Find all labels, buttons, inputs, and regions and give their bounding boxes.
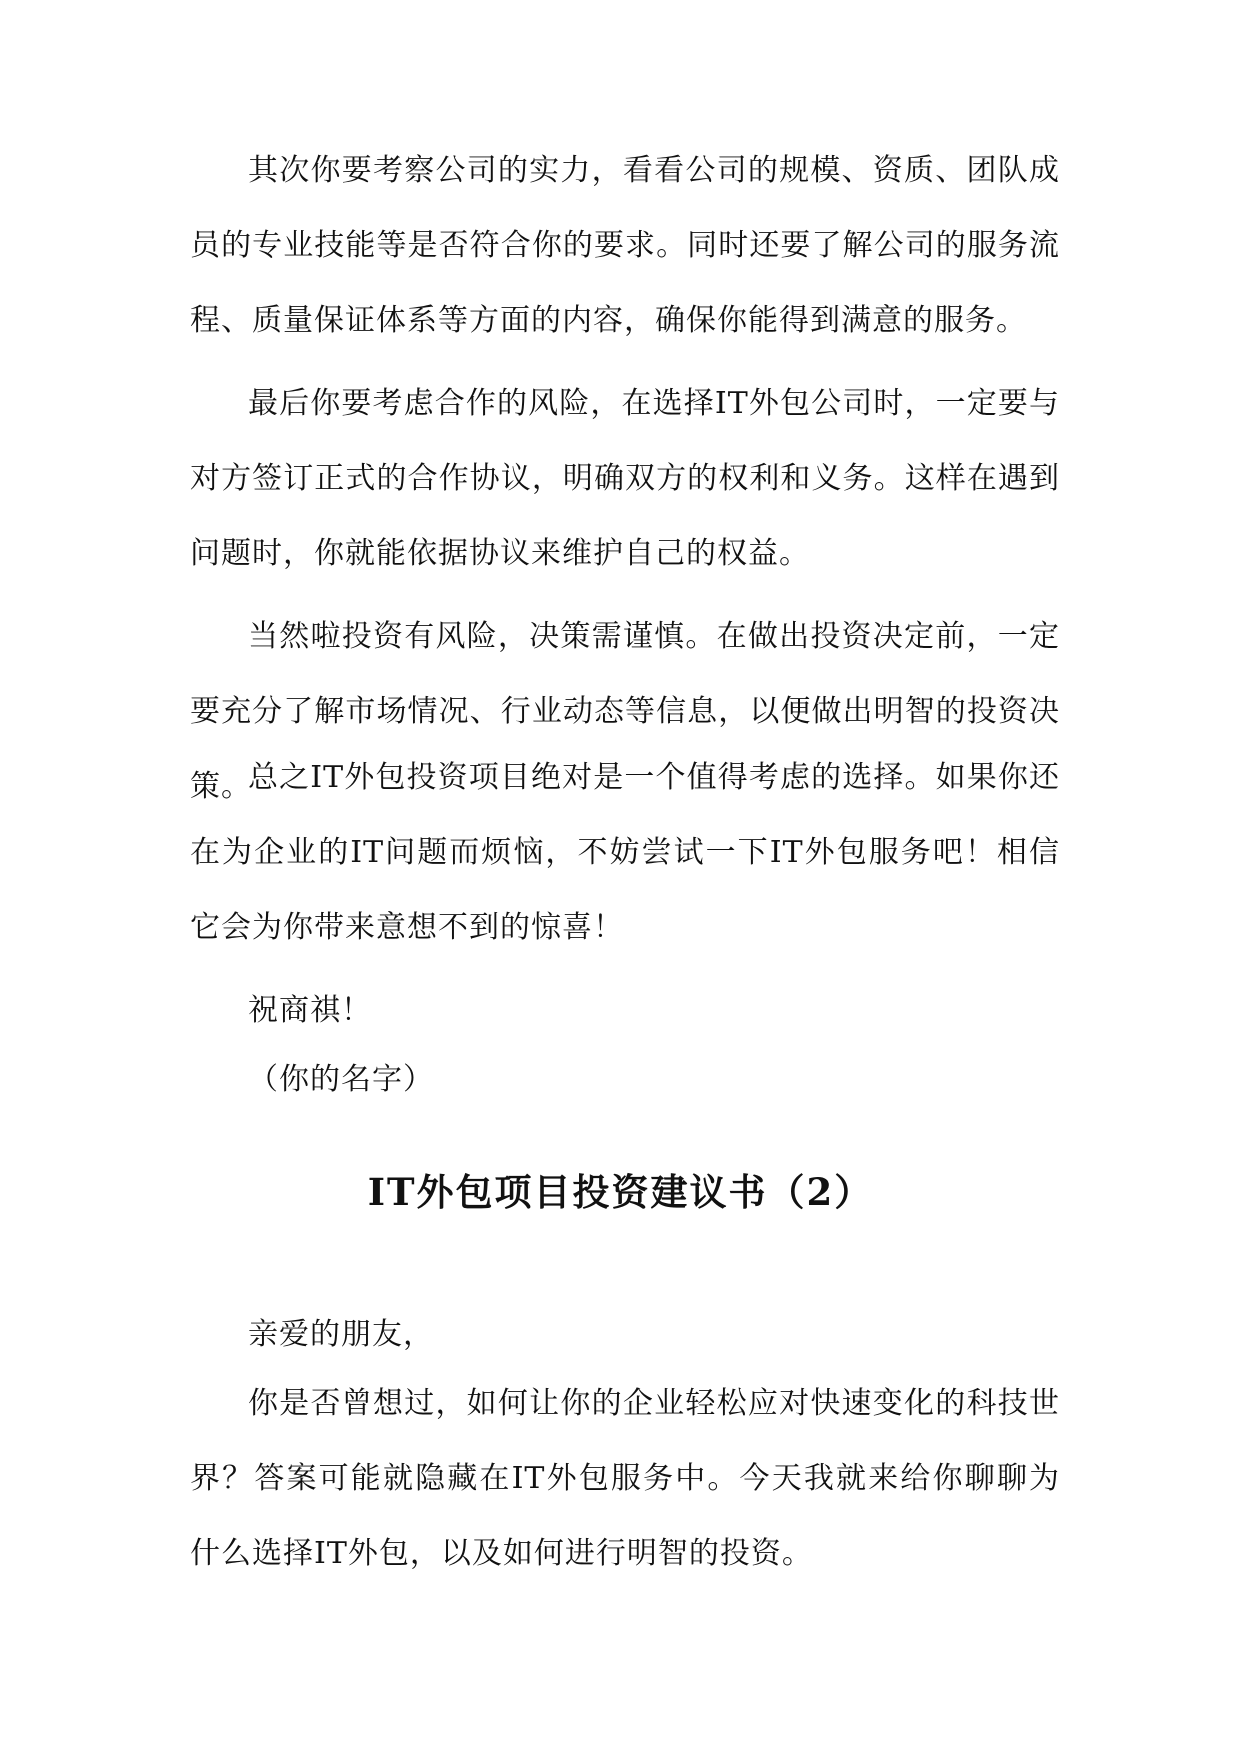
paragraph-investment-risk: 当然啦投资有风险，决策需谨慎。在做出投资决定前，一定要充分了解市场情况、行业动态等信息，以便做出明智的投资决策。	[190, 619, 1060, 804]
paragraph-company-strength: 其次你要考察公司的实力，看看公司的规模、资质、团队成员的专业技能等是否符合你的要求。同时还要了解公司的服务流程、质量保证体系等方面的内容，确保你能得到满意的服务。	[190, 153, 1060, 338]
signature-placeholder: （你的名字）	[248, 1062, 434, 1097]
paragraph-cooperation-risk: 最后你要考虑合作的风险，在选择IT外包公司时，一定要与对方签订正式的合作协议，明确双方的权利和义务。这样在遇到问题时，你就能依据协议来维护自己的权益。	[190, 386, 1060, 571]
paragraph-conclusion: 总之IT外包投资项目绝对是一个值得考虑的选择。如果你还在为企业的IT问题而烦恼，不妨尝试一下IT外包服务吧！相信它会为你带来意想不到的惊喜！	[190, 760, 1060, 945]
closing-salutation: 祝商祺！	[248, 993, 372, 1028]
greeting: 亲爱的朋友，	[248, 1317, 434, 1352]
section-title: IT外包项目投资建议书（2）	[367, 1170, 874, 1214]
paragraph-introduction: 你是否曾想过，如何让你的企业轻松应对快速变化的科技世界？答案可能就隐藏在IT外包服务中。今天我就来给你聊聊为什么选择IT外包，以及如何进行明智的投资。	[190, 1386, 1060, 1571]
